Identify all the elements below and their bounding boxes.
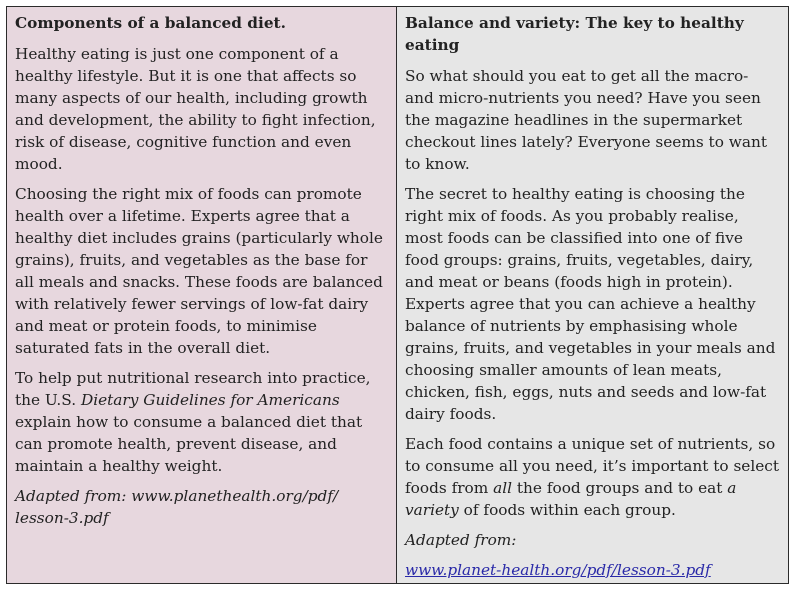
right-heading: Balance and variety: The key to healthy eating bbox=[405, 14, 744, 54]
right-p3-c: the food groups and to eat bbox=[512, 479, 728, 497]
right-paragraph-2: The secret to healthy eating is choosing the right mix of foods. As you probably realise, most foods can be classified into one of five food groups: grains, fruits, vegetables, dairy, and meat or beans (foods high in protein). Experts agree that you can achieve a healthy balance of nutrients by emphasising whole grains, fruits, and vegetables in your meals and choosing smaller amounts of lean meats, chicken, fish, eggs, nuts and seeds and low-fat dairy foods. bbox=[405, 185, 776, 423]
content-table bbox=[6, 6, 789, 584]
right-p3-all: all bbox=[493, 479, 513, 497]
left-source-line-1: Adapted from: www.planethealth.org/pdf/ bbox=[15, 487, 339, 505]
dietary-guidelines-title: Dietary Guidelines for Americans bbox=[80, 391, 340, 409]
source-link[interactable]: www.planet-health.org/pdf/lesson-3.pdf bbox=[405, 561, 711, 579]
right-p3-e: of foods within each group. bbox=[458, 501, 676, 519]
left-paragraph-1: Healthy eating is just one component of a healthy lifestyle. But it is one that affects so many aspects of our health, including growth and development, the ability to fight infection, risk of disease, cognitive function and even mood. bbox=[15, 45, 376, 173]
left-paragraph-2: Choosing the right mix of foods can promote health over a lifetime. Experts agree that a healthy diet includes grains (particularly whole grains), fruits, and vegetables as the base for all meals and snacks. These foods are balanced with relatively fewer servings of low-fat dairy and meat or protein foods, to minimise saturated fats in the overall diet. bbox=[15, 185, 383, 357]
right-paragraph-3 bbox=[405, 433, 780, 521]
left-heading: Components of a balanced diet. bbox=[15, 14, 286, 32]
right-paragraph-1: So what should you eat to get all the macro- and micro-nutrients you need? Have you seen the magazine headlines in the supermarket checkout lines lately? Everyone seems to want to know. bbox=[405, 67, 767, 173]
right-p3-a: Each food contains a unique set of nutrients, so to consume all you need, it’s important to select foods from bbox=[405, 435, 780, 497]
right-column bbox=[397, 7, 788, 583]
left-paragraph-3 bbox=[15, 367, 388, 477]
left-column bbox=[7, 7, 397, 583]
right-source-label: Adapted from: bbox=[405, 531, 517, 549]
left-p3-text-after: explain how to consume a balanced diet that can promote health, prevent disease, and maintain a healthy weight. bbox=[15, 413, 363, 475]
right-source-link-line bbox=[405, 559, 780, 581]
left-source-line-2: lesson-3.pdf bbox=[15, 509, 109, 527]
left-source bbox=[15, 485, 388, 529]
left-p3-text-before: To help put nutritional research into practice, the U.S. bbox=[15, 369, 371, 409]
right-p3-variety: a variety bbox=[405, 479, 737, 519]
